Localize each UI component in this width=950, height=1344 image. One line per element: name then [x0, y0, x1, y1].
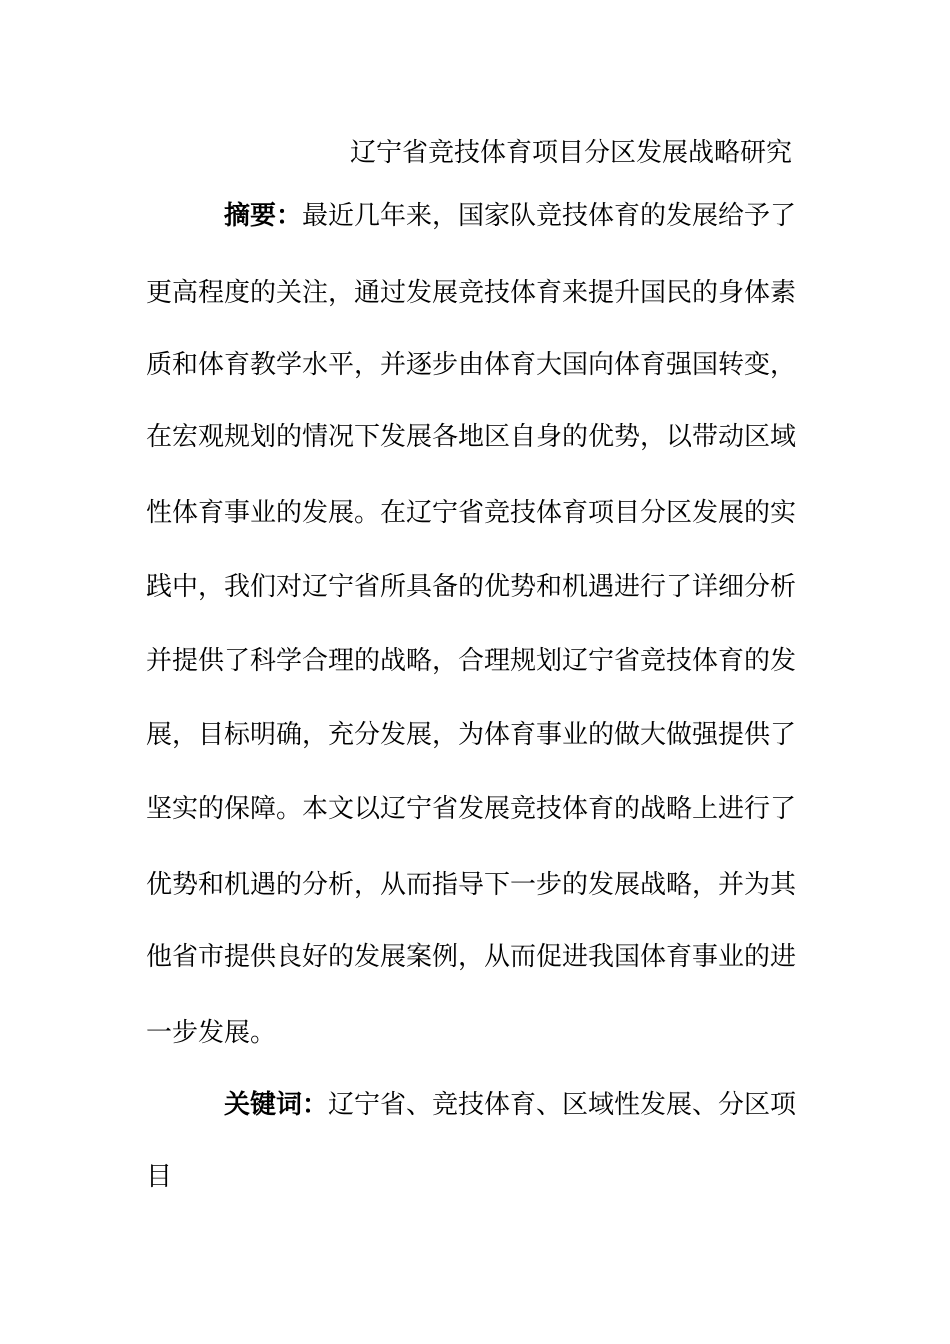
abstract-first-line	[224, 198, 796, 234]
abstract-line-8: 展，目标明确，充分发展，为体育事业的做大做强提供了	[146, 720, 797, 750]
abstract-line-6: 践中，我们对辽宁省所具备的优势和机遇进行了详细分析	[146, 572, 797, 602]
keywords-line-1: 辽宁省、竞技体育、区域性发展、分区项	[328, 1090, 797, 1120]
abstract-label: 摘要：	[224, 201, 303, 231]
keywords-label: 关键词：	[224, 1090, 329, 1120]
keywords-line-2: 目	[146, 1162, 173, 1192]
abstract-line-9: 坚实的保障。本文以辽宁省发展竞技体育的战略上进行了	[146, 794, 797, 824]
document-title: 辽宁省竞技体育项目分区发展战略研究	[350, 138, 793, 168]
keywords-first-line	[224, 1087, 796, 1123]
abstract-line-12: 一步发展。	[146, 1018, 277, 1048]
abstract-line-4: 在宏观规划的情况下发展各地区自身的优势，以带动区域	[146, 422, 797, 452]
abstract-line-1: 最近几年来，国家队竞技体育的发展给予了	[302, 201, 797, 231]
abstract-line-10: 优势和机遇的分析，从而指导下一步的发展战略，并为其	[146, 870, 797, 900]
abstract-line-2: 更高程度的关注，通过发展竞技体育来提升国民的身体素	[146, 278, 797, 308]
abstract-line-5: 性体育事业的发展。在辽宁省竞技体育项目分区发展的实	[146, 498, 797, 528]
abstract-line-3: 质和体育教学水平，并逐步由体育大国向体育强国转变，	[146, 350, 797, 380]
abstract-line-11: 他省市提供良好的发展案例，从而促进我国体育事业的进	[146, 942, 797, 972]
abstract-line-7: 并提供了科学合理的战略，合理规划辽宁省竞技体育的发	[146, 646, 797, 676]
